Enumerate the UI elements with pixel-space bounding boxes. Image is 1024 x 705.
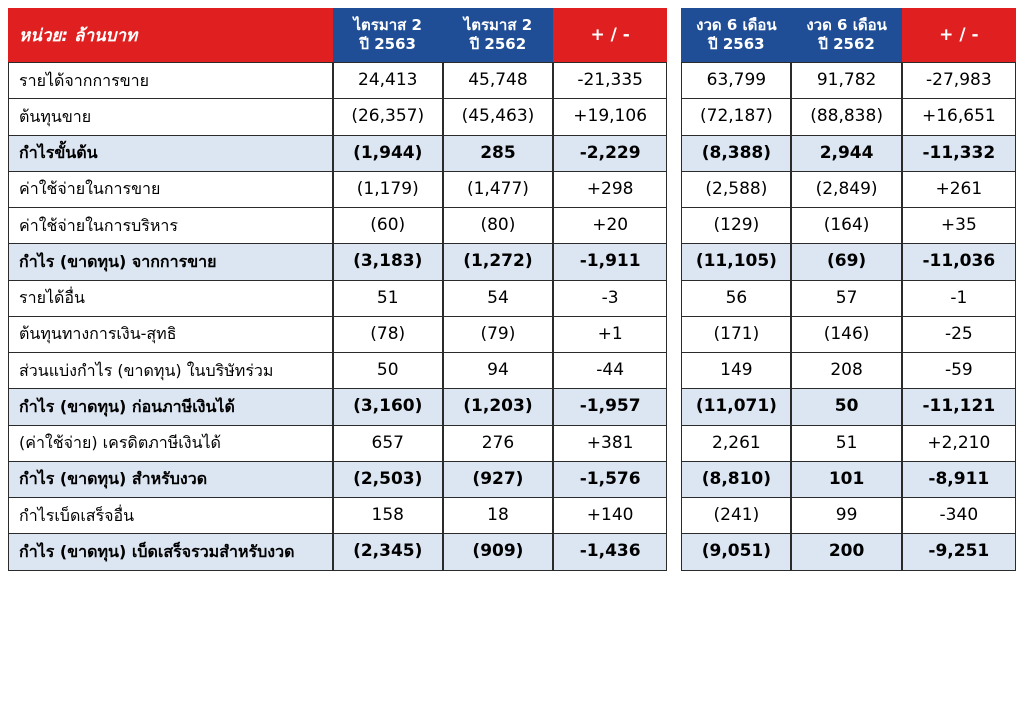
row-value: 51 <box>791 426 901 462</box>
row-value: -1,576 <box>553 462 667 498</box>
column-gap <box>667 317 681 353</box>
row-value: -9,251 <box>902 534 1016 570</box>
row-value: (2,345) <box>333 534 443 570</box>
row-value: 56 <box>681 281 791 317</box>
table-row <box>8 353 1016 389</box>
row-value: (241) <box>681 498 791 534</box>
unit-label: หน่วย: ล้านบาท <box>8 8 333 62</box>
table-body <box>8 62 1016 571</box>
table-row <box>8 172 1016 208</box>
column-gap <box>667 353 681 389</box>
row-value: (11,071) <box>681 389 791 425</box>
row-value: 285 <box>443 136 553 172</box>
row-value: (88,838) <box>791 99 901 135</box>
row-value: -340 <box>902 498 1016 534</box>
column-gap <box>667 426 681 462</box>
row-value: (8,810) <box>681 462 791 498</box>
header-line1: งวด 6 เดือน <box>806 16 887 35</box>
row-value: 149 <box>681 353 791 389</box>
table-row <box>8 498 1016 534</box>
row-value: (3,160) <box>333 389 443 425</box>
row-value: (1,944) <box>333 136 443 172</box>
table-row <box>8 244 1016 280</box>
column-gap <box>667 136 681 172</box>
header-line2: ปี 2563 <box>359 35 416 53</box>
row-value: (80) <box>443 208 553 244</box>
row-value: +261 <box>902 172 1016 208</box>
row-value: 101 <box>791 462 901 498</box>
row-value: 99 <box>791 498 901 534</box>
row-label: กำไร (ขาดทุน) สำหรับงวด <box>8 462 333 498</box>
row-value: (8,388) <box>681 136 791 172</box>
column-gap <box>667 62 681 99</box>
row-value: (171) <box>681 317 791 353</box>
row-value: 2,261 <box>681 426 791 462</box>
row-value: -59 <box>902 353 1016 389</box>
table-row <box>8 136 1016 172</box>
table-header <box>8 8 1016 62</box>
row-value: 51 <box>333 281 443 317</box>
column-gap <box>667 498 681 534</box>
column-gap <box>667 534 681 570</box>
column-gap <box>667 172 681 208</box>
row-value: (146) <box>791 317 901 353</box>
row-label: ต้นทุนขาย <box>8 99 333 135</box>
row-value: 276 <box>443 426 553 462</box>
row-value: +140 <box>553 498 667 534</box>
row-value: 45,748 <box>443 62 553 99</box>
row-label: กำไรขั้นต้น <box>8 136 333 172</box>
header-q2-2563 <box>333 8 443 62</box>
row-value: -44 <box>553 353 667 389</box>
row-value: 18 <box>443 498 553 534</box>
row-value: (1,477) <box>443 172 553 208</box>
header-line2: ปี 2562 <box>818 35 875 53</box>
header-row <box>8 8 1016 62</box>
row-value: -3 <box>553 281 667 317</box>
row-label: กำไร (ขาดทุน) เบ็ดเสร็จรวมสำหรับงวด <box>8 534 333 570</box>
column-gap <box>667 462 681 498</box>
row-value: 2,944 <box>791 136 901 172</box>
row-value: 54 <box>443 281 553 317</box>
row-label: ค่าใช้จ่ายในการบริหาร <box>8 208 333 244</box>
row-value: +298 <box>553 172 667 208</box>
row-value: -11,121 <box>902 389 1016 425</box>
header-q2-2562 <box>443 8 553 62</box>
table-row <box>8 389 1016 425</box>
row-value: (1,203) <box>443 389 553 425</box>
row-value: -11,036 <box>902 244 1016 280</box>
row-value: (79) <box>443 317 553 353</box>
row-label: รายได้อื่น <box>8 281 333 317</box>
row-value: (3,183) <box>333 244 443 280</box>
financial-table <box>8 8 1016 571</box>
column-gap <box>667 8 681 62</box>
row-value: (164) <box>791 208 901 244</box>
row-label: ต้นทุนทางการเงิน-สุทธิ <box>8 317 333 353</box>
row-value: (60) <box>333 208 443 244</box>
row-value: (69) <box>791 244 901 280</box>
row-value: -1,436 <box>553 534 667 570</box>
column-gap <box>667 99 681 135</box>
header-6m-diff: + / - <box>902 8 1016 62</box>
row-value: +1 <box>553 317 667 353</box>
row-value: (78) <box>333 317 443 353</box>
table-row <box>8 62 1016 99</box>
header-6m-2562 <box>791 8 901 62</box>
row-label: ค่าใช้จ่ายในการขาย <box>8 172 333 208</box>
row-value: 63,799 <box>681 62 791 99</box>
row-value: -1,911 <box>553 244 667 280</box>
row-label: กำไร (ขาดทุน) จากการขาย <box>8 244 333 280</box>
column-gap <box>667 208 681 244</box>
row-value: -25 <box>902 317 1016 353</box>
row-value: +19,106 <box>553 99 667 135</box>
row-value: 158 <box>333 498 443 534</box>
row-value: -1 <box>902 281 1016 317</box>
table-row <box>8 462 1016 498</box>
row-value: (2,503) <box>333 462 443 498</box>
row-value: (2,849) <box>791 172 901 208</box>
row-value: 50 <box>333 353 443 389</box>
row-value: 24,413 <box>333 62 443 99</box>
row-value: (927) <box>443 462 553 498</box>
row-value: -11,332 <box>902 136 1016 172</box>
header-line1: ไตรมาส 2 <box>353 16 422 35</box>
row-value: (1,272) <box>443 244 553 280</box>
table-row <box>8 99 1016 135</box>
row-value: -8,911 <box>902 462 1016 498</box>
row-value: -2,229 <box>553 136 667 172</box>
column-gap <box>667 281 681 317</box>
row-label: กำไร (ขาดทุน) ก่อนภาษีเงินได้ <box>8 389 333 425</box>
row-value: (9,051) <box>681 534 791 570</box>
row-value: (1,179) <box>333 172 443 208</box>
table-row <box>8 281 1016 317</box>
row-value: 200 <box>791 534 901 570</box>
header-6m-2563 <box>681 8 791 62</box>
row-value: +20 <box>553 208 667 244</box>
row-label: กำไรเบ็ดเสร็จอื่น <box>8 498 333 534</box>
column-gap <box>667 389 681 425</box>
header-line1: งวด 6 เดือน <box>696 16 777 35</box>
row-value: -27,983 <box>902 62 1016 99</box>
row-value: (129) <box>681 208 791 244</box>
row-label: ส่วนแบ่งกำไร (ขาดทุน) ในบริษัทร่วม <box>8 353 333 389</box>
row-value: (909) <box>443 534 553 570</box>
table-row <box>8 317 1016 353</box>
row-value: 91,782 <box>791 62 901 99</box>
row-value: 208 <box>791 353 901 389</box>
row-value: -1,957 <box>553 389 667 425</box>
table-row <box>8 534 1016 570</box>
table-row <box>8 208 1016 244</box>
row-value: 50 <box>791 389 901 425</box>
row-value: 94 <box>443 353 553 389</box>
row-value: (2,588) <box>681 172 791 208</box>
row-label: รายได้จากการขาย <box>8 62 333 99</box>
row-value: -21,335 <box>553 62 667 99</box>
row-value: +381 <box>553 426 667 462</box>
table-row <box>8 426 1016 462</box>
header-line2: ปี 2562 <box>469 35 527 53</box>
row-value: +16,651 <box>902 99 1016 135</box>
column-gap <box>667 244 681 280</box>
row-value: (45,463) <box>443 99 553 135</box>
row-value: 57 <box>791 281 901 317</box>
row-value: (11,105) <box>681 244 791 280</box>
row-value: +2,210 <box>902 426 1016 462</box>
header-line1: ไตรมาส 2 <box>463 16 533 35</box>
header-line2: ปี 2563 <box>708 35 765 53</box>
row-value: (26,357) <box>333 99 443 135</box>
header-q2-diff: + / - <box>553 8 667 62</box>
row-value: +35 <box>902 208 1016 244</box>
row-label: (ค่าใช้จ่าย) เครดิตภาษีเงินได้ <box>8 426 333 462</box>
row-value: (72,187) <box>681 99 791 135</box>
row-value: 657 <box>333 426 443 462</box>
